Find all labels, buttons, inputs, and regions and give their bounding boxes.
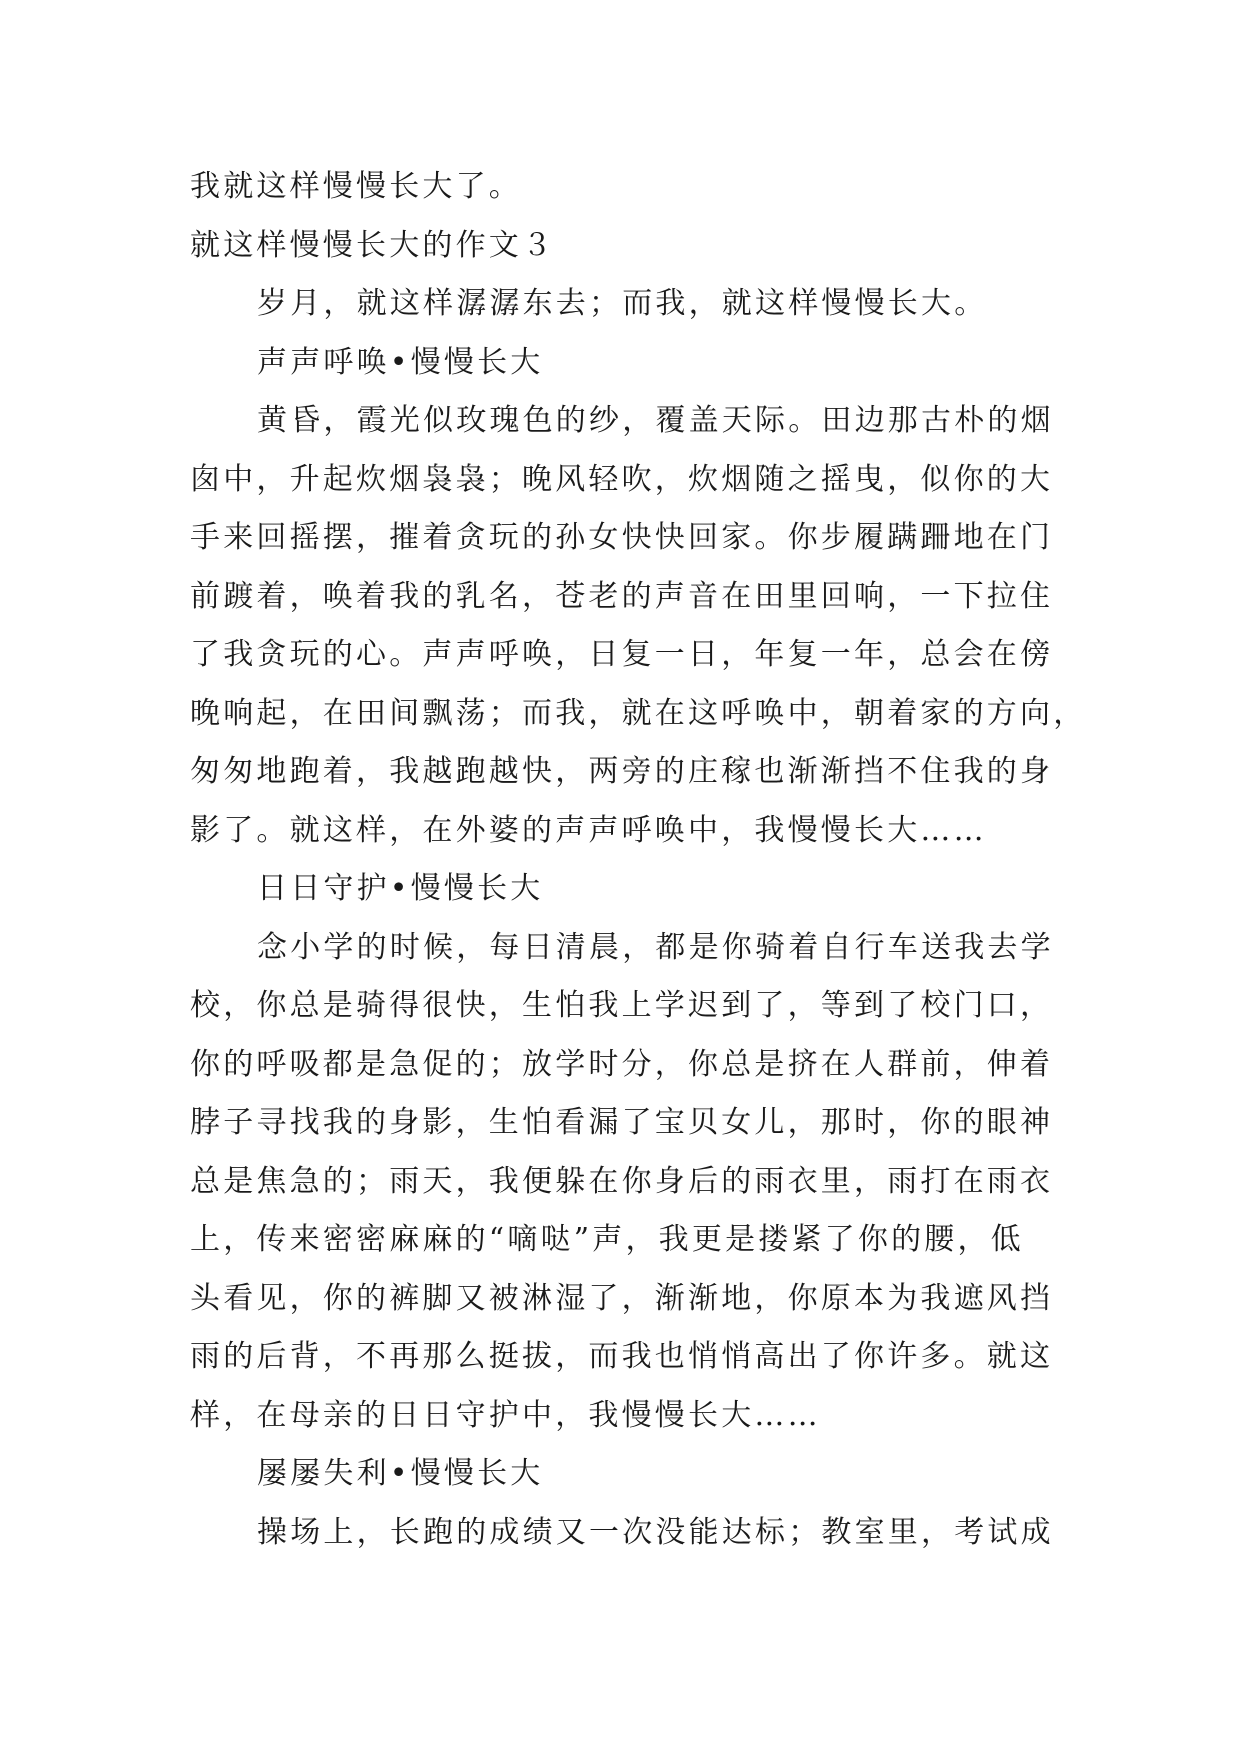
text-line: 手来回摇摆，摧着贪玩的孙女快快回家。你步履蹒跚地在门 [190, 520, 1054, 555]
text-line: 影了。就这样，在外婆的声声呼唤中，我慢慢长大…… [190, 812, 987, 848]
text-line: 校，你总是骑得很快，生怕我上学迟到了，等到了校门口， [190, 988, 1054, 1023]
section-heading: 声声呼唤•慢慢长大 [257, 344, 544, 380]
text-line: 岁月，就这样潺潺东去；而我，就这样慢慢长大。 [257, 286, 988, 321]
text-line: 我就这样慢慢长大了。 [190, 169, 522, 204]
text-line: 念小学的时候，每日清晨，都是你骑着自行车送我去学 [257, 929, 1054, 965]
text-line: 你的呼吸都是急促的；放学时分，你总是挤在人群前，伸着 [190, 1046, 1054, 1082]
text-line: 前踱着，唤着我的乳名，苍老的声音在田里回响，一下拉住 [190, 578, 1054, 614]
text-line: 样，在母亲的日日守护中，我慢慢长大…… [190, 1397, 821, 1433]
text-line: 晚响起，在田间飘荡；而我，就在这呼唤中，朝着家的方向， [190, 695, 1087, 731]
text-line: 头看见，你的裤脚又被淋湿了，渐渐地，你原本为我遮风挡 [190, 1280, 1054, 1316]
essay-title: 就这样慢慢长大的作文３ [190, 227, 556, 263]
text-line: 了我贪玩的心。声声呼唤，日复一日，年复一年，总会在傍 [190, 637, 1054, 672]
text-line: 雨的后背，不再那么挺拔，而我也悄悄高出了你许多。就这 [190, 1339, 1054, 1374]
text-line: 黄昏，霞光似玫瑰色的纱，覆盖天际。田边那古朴的烟 [257, 403, 1054, 438]
essay-text [190, 158, 1087, 1562]
text-line: 总是焦急的；雨天，我便躲在你身后的雨衣里，雨打在雨衣 [190, 1163, 1054, 1199]
text-line: 操场上，长跑的成绩又一次没能达标；教室里，考试成 [257, 1514, 1054, 1550]
section-heading: 屡屡失利•慢慢长大 [257, 1456, 544, 1491]
text-line: 脖子寻找我的身影，生怕看漏了宝贝女儿，那时，你的眼神 [190, 1105, 1054, 1140]
text-line: 上，传来密密麻麻的“嘀哒”声，我更是搂紧了你的腰，低 [190, 1222, 1024, 1257]
text-line: 囱中，升起炊烟袅袅；晚风轻吹，炊烟随之摇曳，似你的大 [190, 461, 1054, 497]
section-heading: 日日守护•慢慢长大 [257, 871, 544, 906]
text-line: 匆匆地跑着，我越跑越快，两旁的庄稼也渐渐挡不住我的身 [190, 754, 1054, 789]
